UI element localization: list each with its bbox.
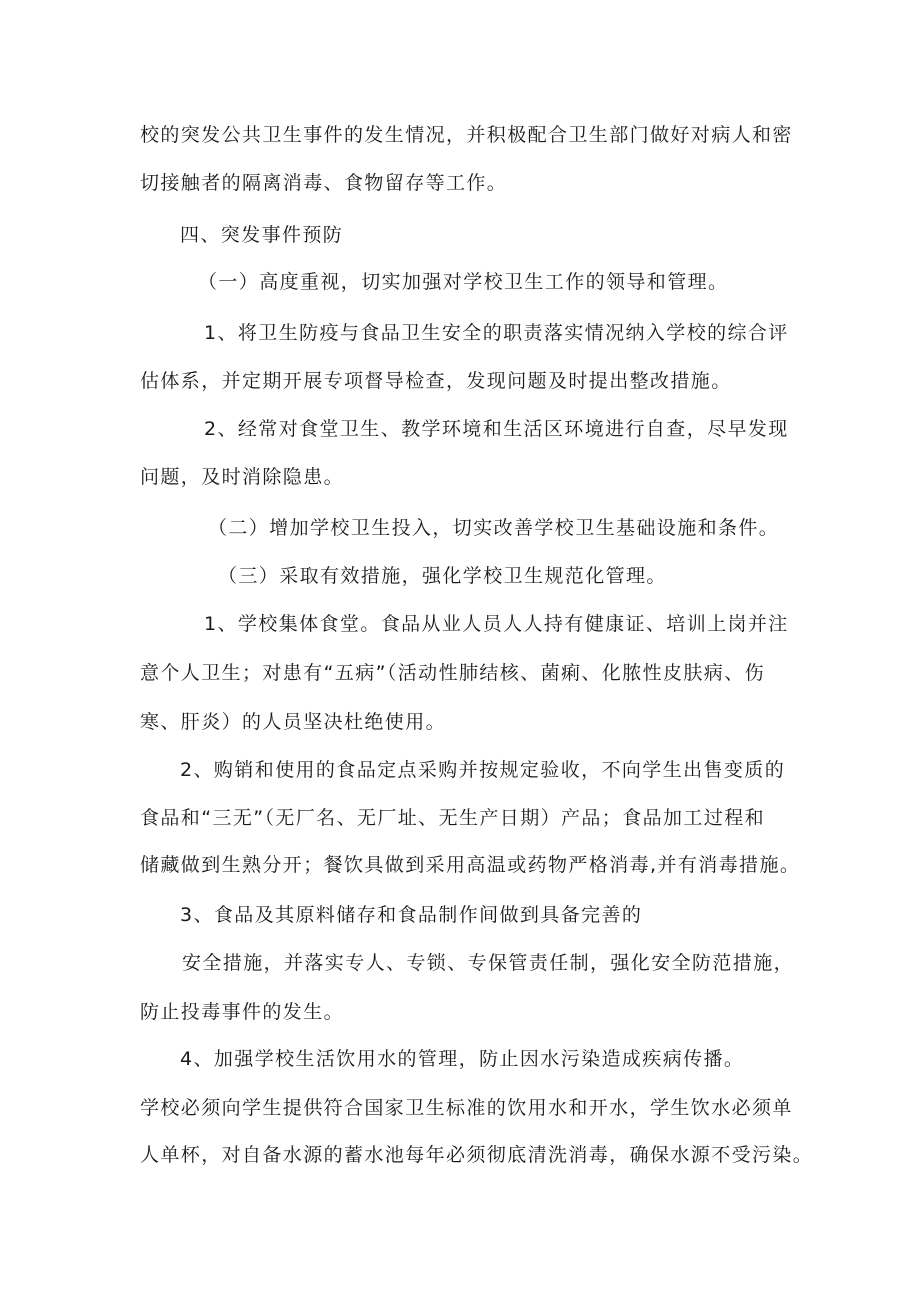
text-line: 2、经常对食堂卫生、教学环境和生活区环境进行自查，尽早发现 — [204, 418, 789, 440]
subsection-heading: （一）高度重视，切实加强对学校卫生工作的领导和管理。 — [198, 271, 729, 293]
text-line: 4、加强学校生活饮用水的管理，防止因水污染造成疾病传播。 — [180, 1048, 745, 1070]
text-line: 学校必须向学生提供符合国家卫生标准的饮用水和开水，学生饮水必须单 — [140, 1097, 793, 1119]
text-line: 1、学校集体食堂。食品从业人员人人持有健康证、培训上岗并注 — [204, 613, 789, 635]
text-line: 2、购销和使用的食品定点采购并按规定验收，不向学生出售变质的 — [180, 759, 786, 781]
subsection-heading: （二）增加学校卫生投入，切实改善学校卫生基础设施和条件。 — [208, 517, 780, 539]
text-line: 储藏做到生熟分开；餐饮具做到采用高温或药物严格消毒,并有消毒措施。 — [140, 854, 801, 876]
text-line: 1、将卫生防疫与食品卫生安全的职责落实情况纳入学校的综合评 — [204, 322, 789, 344]
text-line: 3、食品及其原料储存和食品制作间做到具备完善的 — [180, 904, 643, 926]
text-line: 寒、肝炎）的人员坚决杜绝使用。 — [140, 711, 447, 733]
text-line: 安全措施，并落实专人、专锁、专保管责任制，强化安全防范措施， — [182, 952, 795, 974]
text-line: 估体系，并定期开展专项督导检查，发现问题及时提出整改措施。 — [140, 370, 732, 392]
text-line: 切接触者的隔离消毒、食物留存等工作。 — [140, 172, 508, 194]
text-line: 食品和“三无”（无厂名、无厂址、无生产日期）产品；食品加工过程和 — [140, 807, 765, 829]
section-heading: 四、突发事件预防 — [180, 224, 344, 246]
text-line: 人单杯，对自备水源的蓄水池每年必须彻底清洗消毒，确保水源不受污染。 — [140, 1144, 814, 1166]
text-line: 防止投毒事件的发生。 — [140, 1001, 345, 1023]
text-line: 问题，及时消除隐患。 — [140, 466, 345, 488]
subsection-heading: （三）采取有效措施，强化学校卫生规范化管理。 — [218, 565, 667, 587]
text-line: 意个人卫生；对患有“五病”（活动性肺结核、菌痢、化脓性皮肤病、伤 — [140, 662, 765, 684]
text-line: 校的突发公共卫生事件的发生情况，并积极配合卫生部门做好对病人和密 — [140, 124, 793, 146]
